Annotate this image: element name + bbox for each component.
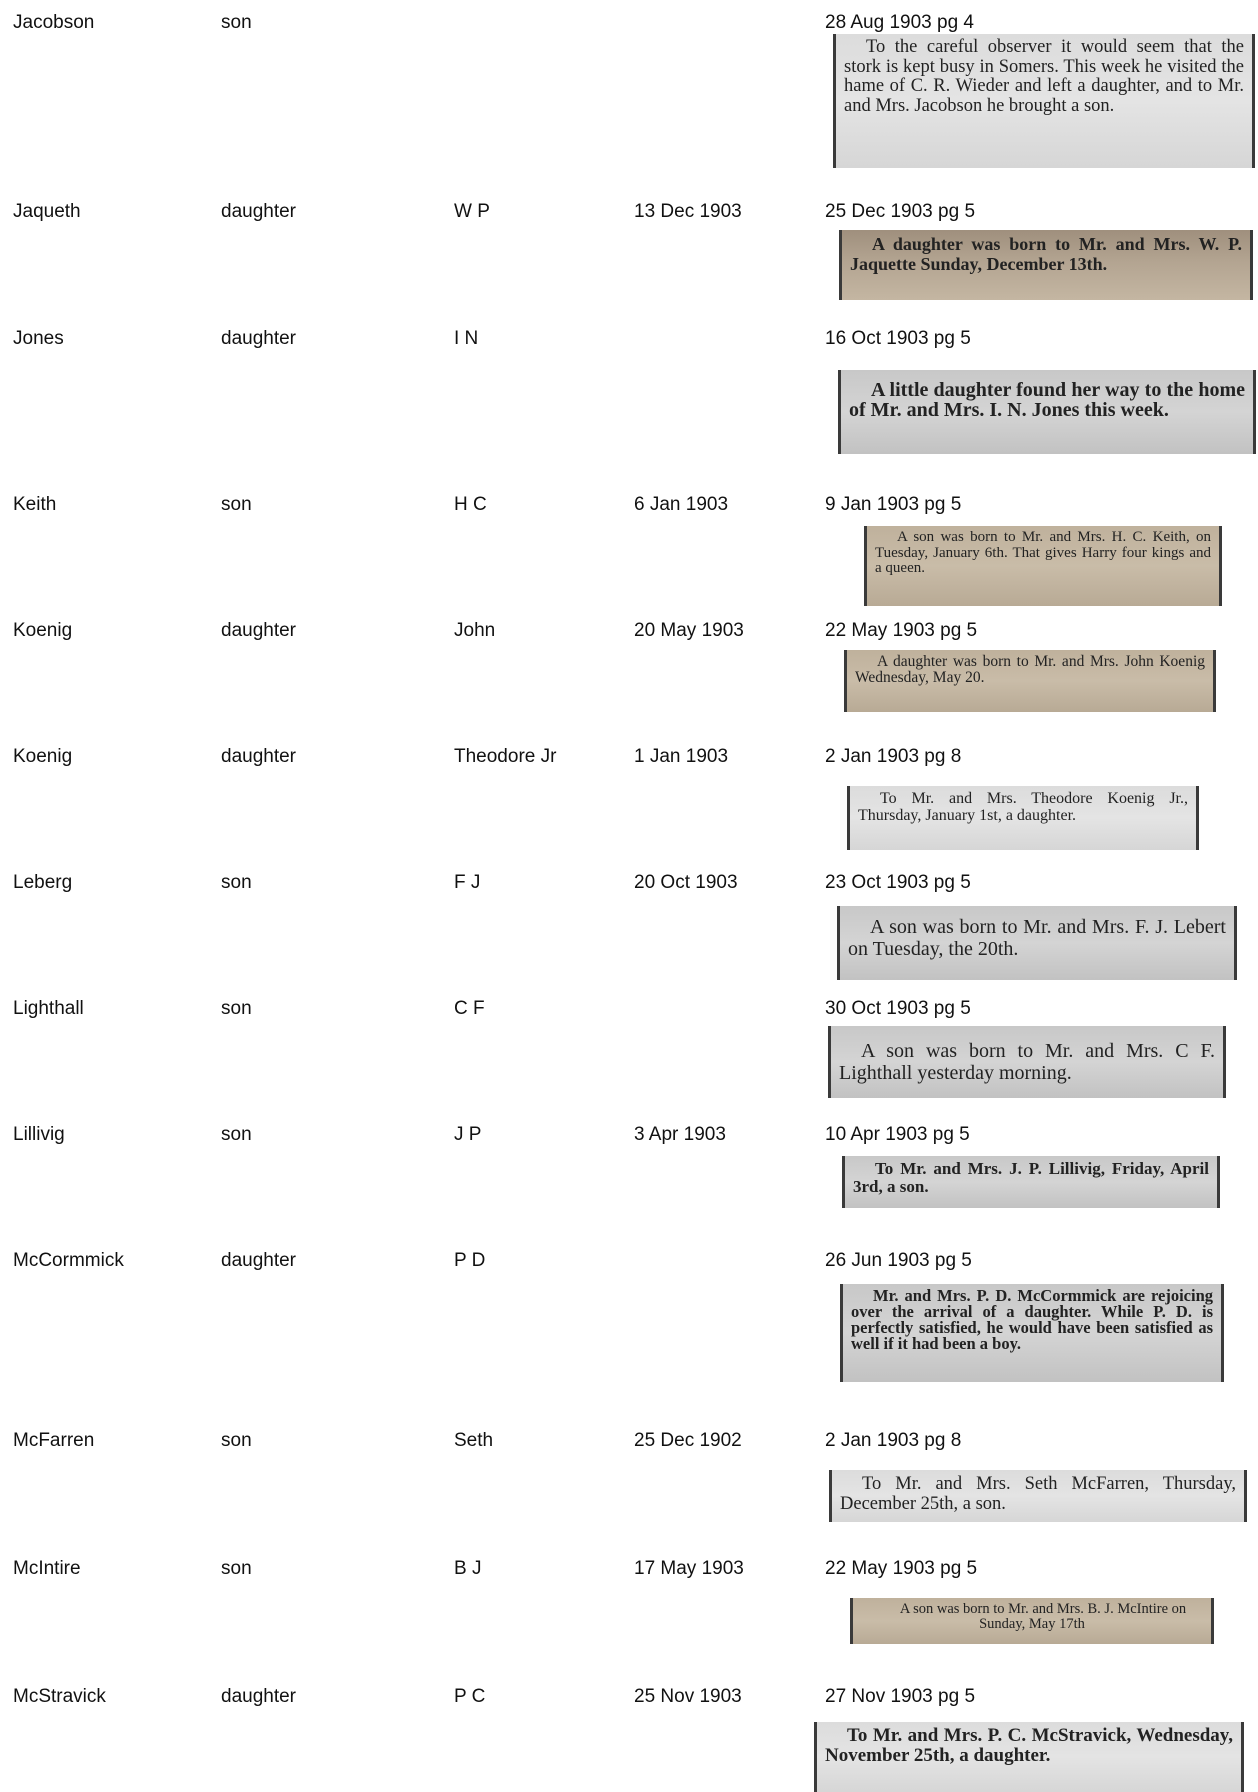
birth-date: 20 Oct 1903 [634,872,738,893]
newspaper-clipping [840,1284,1224,1382]
clipping-text: A son was born to Mr. and Mrs. C F. Lighthall yesterday morning. [839,1040,1215,1084]
newspaper-citation: 28 Aug 1903 pg 4 [825,12,974,33]
newspaper-clipping [838,370,1256,454]
newspaper-clipping [814,1722,1244,1792]
newspaper-clipping [850,1598,1214,1644]
newspaper-citation: 2 Jan 1903 pg 8 [825,1430,962,1451]
child-sex: daughter [221,201,297,222]
father-name: C F [454,998,485,1019]
birth-date: 13 Dec 1903 [634,201,742,222]
birth-date: 1 Jan 1903 [634,746,729,767]
clipping-text: To Mr. and Mrs. Theodore Koenig Jr., Thursday, January 1st, a daughter. [858,790,1188,824]
newspaper-citation: 27 Nov 1903 pg 5 [825,1686,976,1707]
surname: Jaqueth [13,201,81,222]
newspaper-clipping [828,1026,1226,1098]
child-sex: son [221,998,252,1019]
newspaper-clipping [847,786,1199,850]
birth-date: 3 Apr 1903 [634,1124,726,1145]
child-sex: daughter [221,328,297,349]
father-name: B J [454,1558,482,1579]
clipping-text: A son was born to Mr. and Mrs. B. J. McIntire on Sunday, May 17th [899,1601,1187,1632]
newspaper-clipping [829,1470,1247,1522]
clipping-text: A little daughter found her way to the home of Mr. and Mrs. I. N. Jones this week. [849,379,1245,421]
father-name: F J [454,872,481,893]
clipping-text: To Mr. and Mrs. Seth McFarren, Thursday, December 25th, a son. [840,1474,1236,1514]
child-sex: son [221,12,252,33]
clipping-text: A daughter was born to Mr. and Mrs. W. P. Jaquette Sunday, December 13th. [850,234,1242,274]
surname: Koenig [13,746,73,767]
newspaper-citation: 2 Jan 1903 pg 8 [825,746,962,767]
newspaper-citation: 26 Jun 1903 pg 5 [825,1250,972,1271]
newspaper-citation: 16 Oct 1903 pg 5 [825,328,971,349]
surname: Leberg [13,872,73,893]
child-sex: son [221,1430,252,1451]
clipping-text: To Mr. and Mrs. P. C. McStravick, Wednesday, November 25th, a daughter. [825,1725,1233,1766]
newspaper-clipping [833,34,1255,168]
newspaper-clipping [842,1156,1220,1208]
newspaper-citation: 23 Oct 1903 pg 5 [825,872,971,893]
father-name: P D [454,1250,486,1271]
newspaper-clipping [837,906,1237,980]
father-name: H C [454,494,487,515]
clipping-text: Mr. and Mrs. P. D. McCormmick are rejoicing over the arrival of a daughter. While P. D. is perfectly satisfied, he would have been satisfied as well if it had been a boy. [851,1286,1213,1353]
father-name: J P [454,1124,482,1145]
father-name: Theodore Jr [454,746,557,767]
father-name: John [454,620,496,641]
clipping-text: A daughter was born to Mr. and Mrs. John Koenig Wednesday, May 20. [855,653,1205,686]
clipping-text: To Mr. and Mrs. J. P. Lillivig, Friday, April 3rd, a son. [853,1159,1209,1196]
newspaper-citation: 22 May 1903 pg 5 [825,1558,978,1579]
surname: McStravick [13,1686,106,1707]
birth-date: 20 May 1903 [634,620,744,641]
surname: Jacobson [13,12,95,33]
father-name: W P [454,201,490,222]
child-sex: daughter [221,1250,297,1271]
child-sex: daughter [221,1686,297,1707]
newspaper-clipping [864,526,1222,606]
newspaper-citation: 25 Dec 1903 pg 5 [825,201,976,222]
child-sex: daughter [221,746,297,767]
surname: Lillivig [13,1124,65,1145]
birth-date: 25 Nov 1903 [634,1686,742,1707]
child-sex: daughter [221,620,297,641]
surname: McIntire [13,1558,81,1579]
clipping-text: A son was born to Mr. and Mrs. H. C. Keith, on Tuesday, January 6th. That gives Harry four kings and a queen. [875,529,1211,576]
birth-date: 25 Dec 1902 [634,1430,742,1451]
birth-date: 17 May 1903 [634,1558,744,1579]
newspaper-citation: 9 Jan 1903 pg 5 [825,494,962,515]
father-name: Seth [454,1430,494,1451]
newspaper-clipping [839,230,1253,300]
newspaper-citation: 10 Apr 1903 pg 5 [825,1124,970,1145]
newspaper-citation: 22 May 1903 pg 5 [825,620,978,641]
surname: Keith [13,494,57,515]
child-sex: son [221,494,252,515]
newspaper-clipping [844,650,1216,712]
surname: Lighthall [13,998,84,1019]
child-sex: son [221,1558,252,1579]
father-name: I N [454,328,479,349]
clipping-text: A son was born to Mr. and Mrs. F. J. Lebert on Tuesday, the 20th. [848,916,1226,960]
birth-date: 6 Jan 1903 [634,494,729,515]
surname: Jones [13,328,64,349]
surname: McFarren [13,1430,95,1451]
surname: McCormmick [13,1250,124,1271]
newspaper-citation: 30 Oct 1903 pg 5 [825,998,971,1019]
child-sex: son [221,1124,252,1145]
father-name: P C [454,1686,486,1707]
child-sex: son [221,872,252,893]
surname: Koenig [13,620,73,641]
clipping-text: To the careful observer it would seem that the stork is kept busy in Somers. This week he visited the hame of C. R. Wieder and left a daughter, and to Mr. and Mrs. Jacobson he brought a son. [844,37,1244,116]
